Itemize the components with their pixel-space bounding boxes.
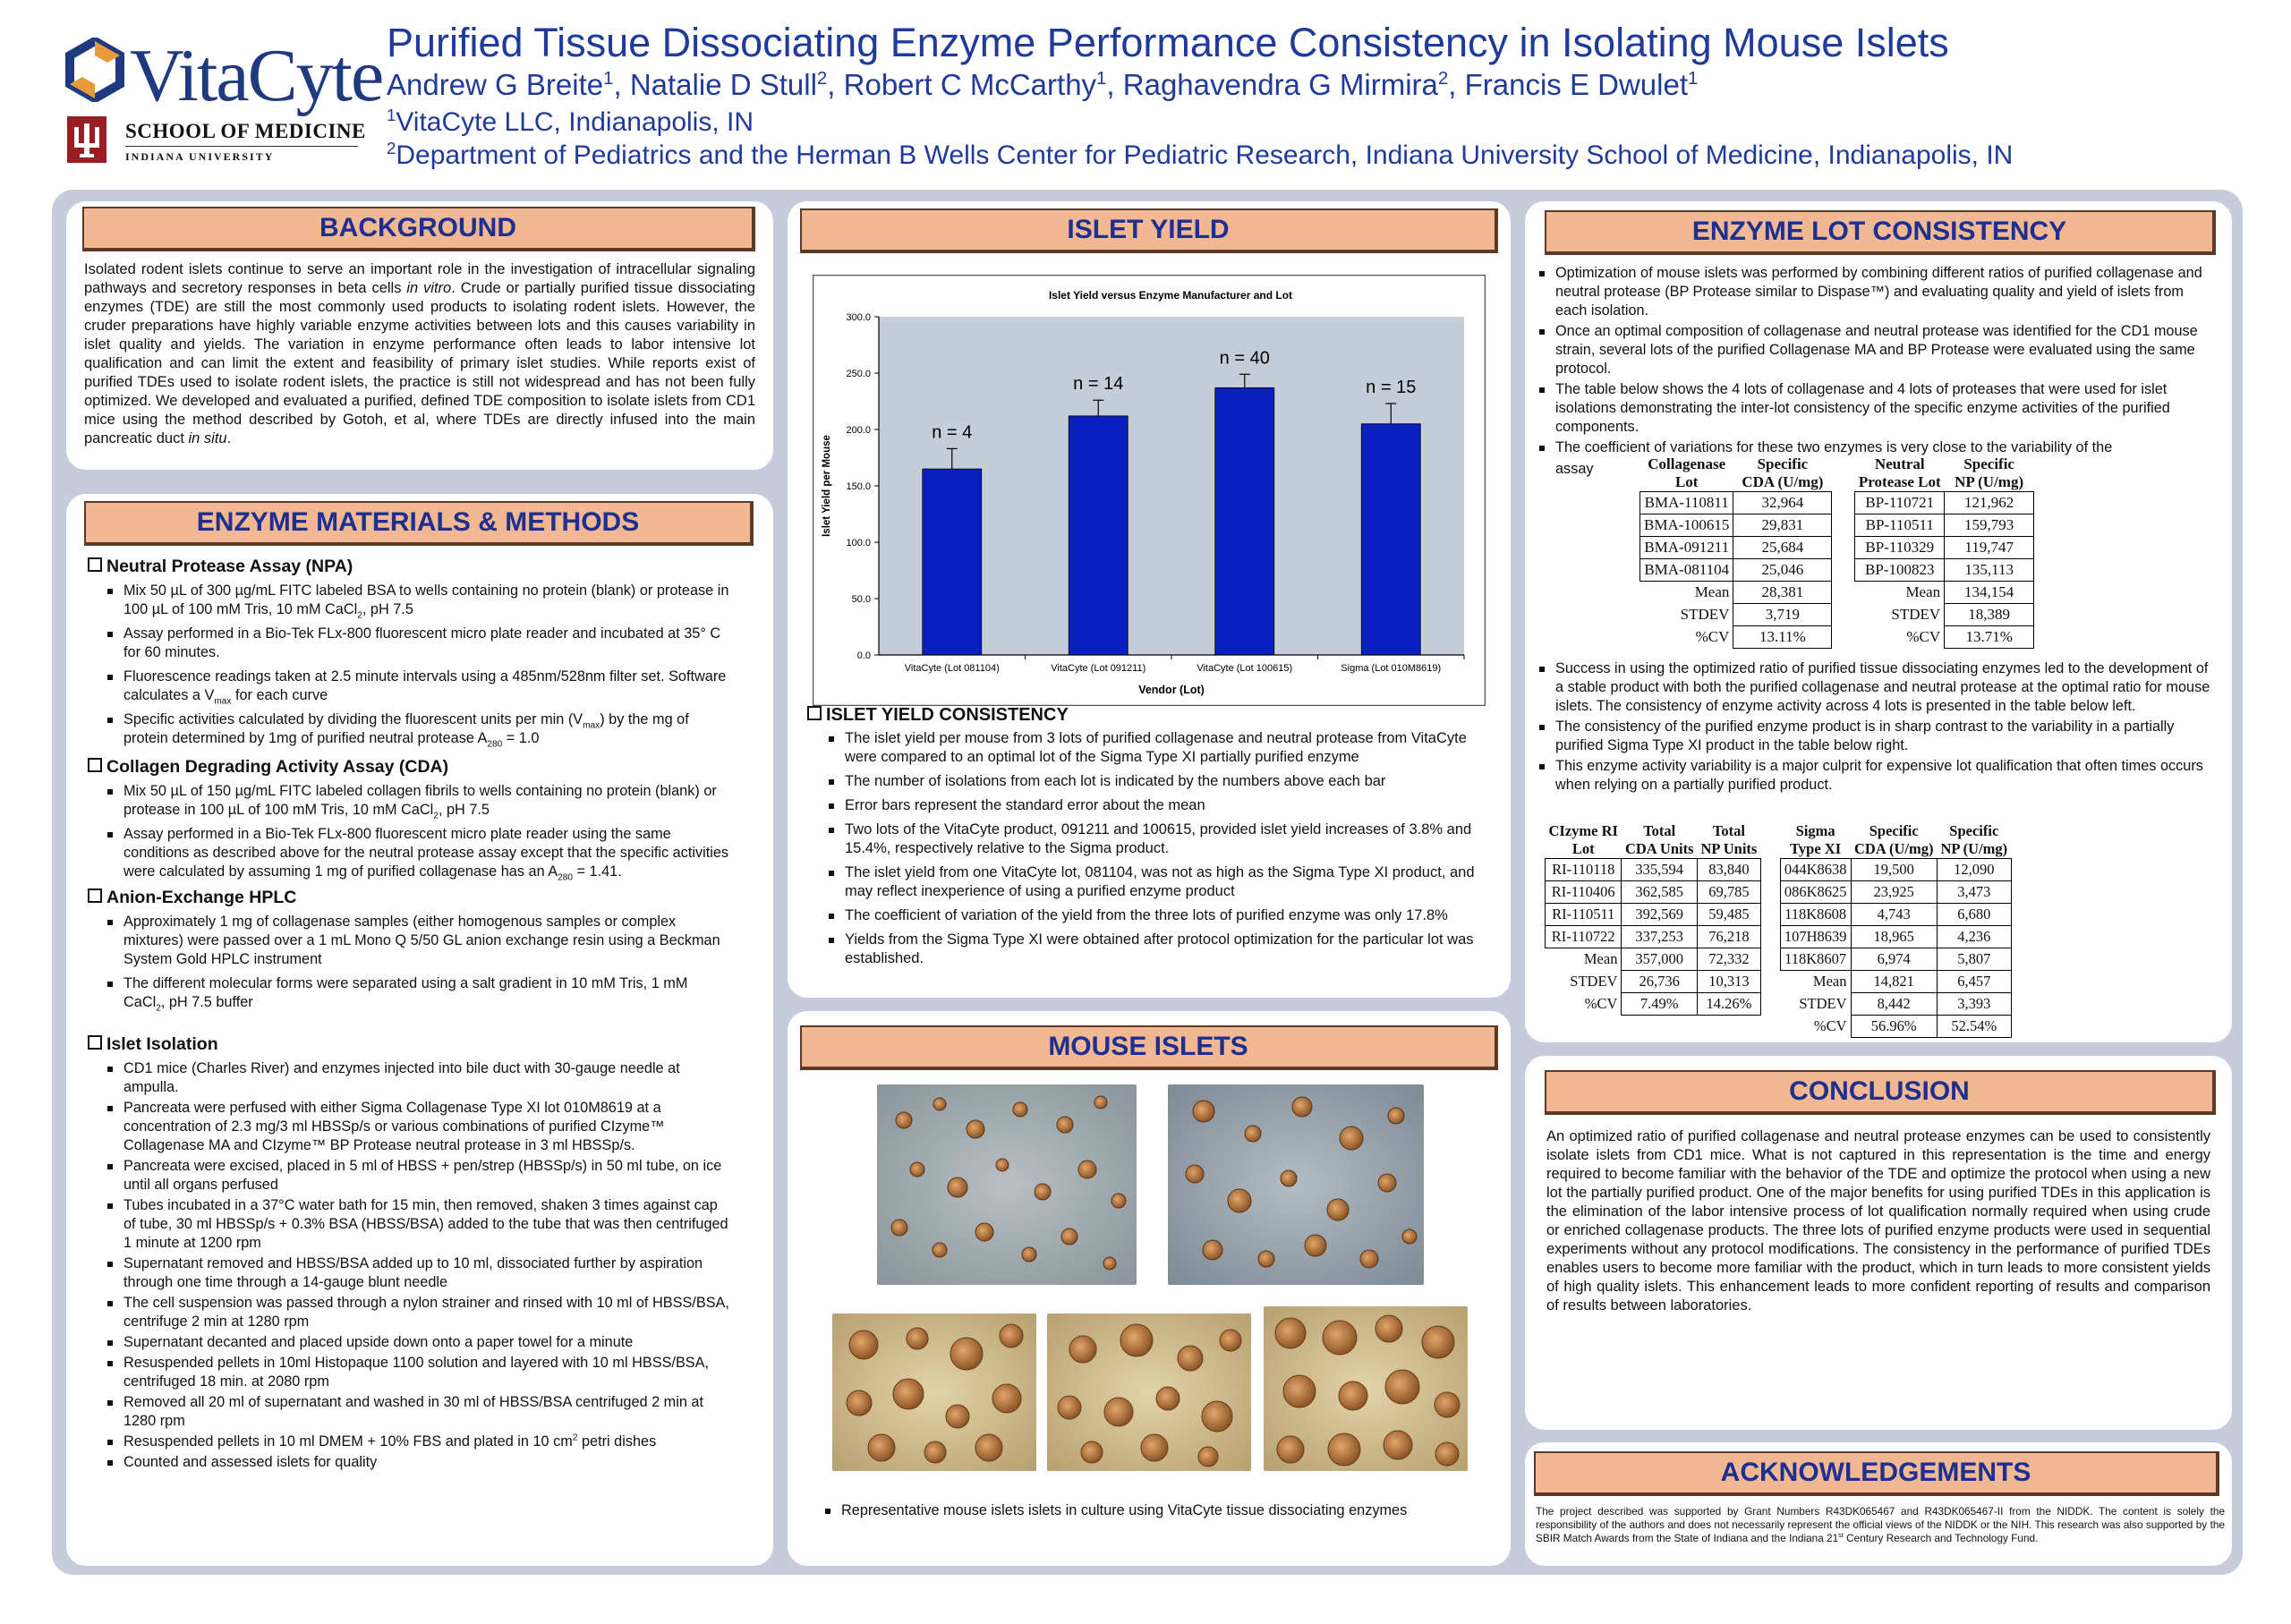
th-text: Specific: [1757, 455, 1809, 472]
li-text: Resuspended pellets in 10 ml DMEM + 10% FBS and plated in 10 cm: [123, 1433, 573, 1450]
ack-sup: st: [1838, 1531, 1844, 1540]
table-row: [1546, 881, 2012, 904]
stat-label: STDEV: [1799, 995, 1847, 1012]
list-item: [106, 1433, 732, 1451]
stat-label: STDEV: [1570, 973, 1618, 990]
table-row: [1640, 537, 2034, 559]
th-text: Specific: [1949, 822, 1999, 839]
list-item: Resuspended pellets in 10ml Histopaque 1100 solution and layered with 10 ml HBSS/BSA, centrifuged 18 min. at 2080 rpm: [106, 1354, 732, 1391]
list-item: The table below shows the 4 lots of collagenase and 4 lots of proteases that were used for islet isolations demonstrating the inter-lot consistency of the specific enzyme activities of the purified components.: [1537, 380, 2218, 437]
stats-row: [1640, 626, 2034, 649]
table-cell: 392,569: [1622, 904, 1698, 926]
x-tick-label: VitaCyte (Lot 100615): [1197, 663, 1293, 674]
aff-sup: 2: [387, 139, 396, 157]
table-cell: 8,442: [1851, 993, 1937, 1016]
table-cell: 69,785: [1698, 881, 1761, 904]
spacer-cell: [1832, 559, 1855, 582]
npa-list: [106, 582, 732, 753]
table-cell: 118K8607: [1780, 948, 1851, 971]
mouse-islets-heading: MOUSE ISLETS: [800, 1025, 1498, 1070]
affiliation-2: [387, 140, 2013, 171]
affiliation-1: [387, 107, 754, 138]
table-row: [1546, 971, 2012, 993]
lot-consistency-heading: ENZYME LOT CONSISTENCY: [1545, 210, 2216, 255]
table-cell: BMA-081104: [1640, 559, 1733, 582]
school-subtitle: INDIANA UNIVERSITY: [125, 150, 275, 163]
spacer-cell: [1760, 859, 1780, 881]
methods-panel: [66, 494, 773, 1566]
th-text: Total: [1643, 822, 1676, 839]
table-cell: 25,684: [1733, 537, 1832, 559]
bar: [1069, 416, 1128, 655]
islet-photo-3: [832, 1314, 1036, 1471]
th: [1640, 455, 1733, 492]
spacer-cell: [1760, 1016, 1780, 1038]
table-cell: BMA-110811: [1640, 492, 1733, 514]
table-cell: 337,253: [1622, 926, 1698, 948]
table-cell: 26,736: [1622, 971, 1698, 993]
table-cell: 59,485: [1698, 904, 1761, 926]
table-cell: 6,457: [1937, 971, 2011, 993]
list-item: Removed all 20 ml of supernatant and washed in 30 ml of HBSS/BSA centrifuged 2 min at 1280 rpm: [106, 1393, 732, 1431]
spacer-cell: [1832, 604, 1855, 626]
spacer-cell: [1832, 537, 1855, 559]
list-item: Error bars represent the standard error about the mean: [827, 796, 1489, 815]
li-sub: max: [583, 720, 600, 731]
yield-consistency-list: [827, 729, 1489, 974]
ack-text: [1536, 1505, 2225, 1545]
bg-em-2: in situ: [188, 430, 227, 446]
lot-table-1: [1639, 455, 2034, 649]
table-cell: 72,332: [1698, 948, 1761, 971]
islet-photo-2: [1168, 1084, 1424, 1285]
yield-consistency-title: ISLET YIELD CONSISTENCY: [807, 705, 1069, 726]
li-text: , pH 7.5 buffer: [160, 994, 253, 1010]
background-panel: [66, 201, 773, 470]
li-text: , pH 7.5: [438, 802, 490, 818]
table-cell: 76,218: [1698, 926, 1761, 948]
bg-text-1: Isolated rodent islets continue to serve an important role in the investigation of intracellular signaling pathways and secretory responses in beta cells: [84, 261, 755, 296]
table-cell: 4,743: [1851, 904, 1937, 926]
list-item: [106, 582, 732, 619]
bar-n-label: n = 40: [1219, 348, 1270, 369]
bar: [1361, 424, 1420, 655]
list-item: Tubes incubated in a 37°C water bath for 15 min, then removed, shaken 3 times against cap of tube, 30 ml HBSSp/s + 0.3% BSA (HBSS/BSA) added to the tube that was then centrifuged 1 minute at 1200 rpm: [106, 1196, 732, 1253]
th-text: Lot: [1571, 840, 1595, 857]
th-text: CDA (U/mg): [1742, 473, 1824, 490]
spacer-cell: [1832, 492, 1855, 514]
table-cell: 5,807: [1937, 948, 2011, 971]
th: [1698, 822, 1761, 859]
th-text: Total: [1712, 822, 1745, 839]
table-cell: 134,154: [1945, 582, 2034, 604]
table-cell: RI-110406: [1546, 881, 1622, 904]
li-sub: 2: [357, 610, 362, 621]
table-cell: BP-110329: [1855, 537, 1945, 559]
spacer-cell: [1760, 971, 1780, 993]
stat-label: STDEV: [1891, 606, 1941, 623]
table-cell: 32,964: [1733, 492, 1832, 514]
list-item: This enzyme activity variability is a major culprit for expensive lot qualification that often times occurs when relying on a partially purified product.: [1537, 757, 2218, 795]
th: [1851, 822, 1937, 859]
list-item: CD1 mice (Charles River) and enzymes injected into bile duct with 30-gauge needle at ampulla.: [106, 1059, 732, 1097]
li-text: = 1.0: [502, 730, 540, 746]
table-cell: BP-110721: [1855, 492, 1945, 514]
islet-photo-5: [1264, 1306, 1468, 1471]
th-text: Type XI: [1790, 840, 1842, 857]
th: [1622, 822, 1698, 859]
list-item: [106, 667, 732, 705]
table-cell: 13.11%: [1733, 626, 1832, 649]
table-cell: 83,840: [1698, 859, 1761, 881]
table-cell: BP-110511: [1855, 514, 1945, 537]
x-tick-label: VitaCyte (Lot 091211): [1051, 663, 1146, 674]
conclusion-panel: [1525, 1056, 2232, 1430]
table-cell: 3,393: [1937, 993, 2011, 1016]
table-cell: 335,594: [1622, 859, 1698, 881]
authors-line: Andrew G Breite$^1$, Natalie D Stull$^2$, Robert C McCarthy$^1$, Raghavendra G Mirmira$^2$, Francis E Dwulet$^1$: [387, 68, 1699, 101]
th-spacer: [1760, 822, 1780, 859]
mouse-islets-panel: [788, 1011, 1511, 1566]
th-text: NP (U/mg): [1940, 840, 2008, 857]
lot-bullets-top: [1537, 264, 2218, 459]
author: Robert C McCarthy: [843, 68, 1097, 101]
table-cell: 19,500: [1851, 859, 1937, 881]
y-tick-label: 150.0: [846, 481, 871, 492]
stat-label: %CV: [1584, 995, 1618, 1012]
y-tick-label: 100.0: [846, 538, 871, 548]
bar-n-label: n = 14: [1073, 374, 1124, 395]
table-cell: 10,313: [1698, 971, 1761, 993]
list-item: Assay performed in a Bio-Tek FLx-800 fluorescent micro plate reader and incubated at 35° C for 60 minutes.: [106, 625, 732, 662]
li-text: Mix 50 µL of 300 µg/mL FITC labeled BSA to wells containing no protein (blank) or protease in 100 µL of 100 mM Tris, 10 mM CaCl: [123, 582, 729, 617]
table-cell: 52.54%: [1937, 1016, 2011, 1038]
li-text: The different molecular forms were separated using a salt gradient in 10 mM Tris, 1 mM CaCl: [123, 975, 688, 1010]
table-cell: 12,090: [1937, 859, 2011, 881]
lot-bullets-mid: [1537, 659, 2218, 796]
table-row: [1546, 948, 2012, 971]
th-text: NP Units: [1700, 840, 1758, 857]
table-cell: 14,821: [1851, 971, 1937, 993]
li-sub: 280: [558, 872, 573, 883]
list-item: Representative mouse islets islets in culture using VitaCyte tissue dissociating enzymes: [823, 1501, 1486, 1520]
y-tick-label: 0.0: [856, 650, 871, 661]
stat-label: Mean: [1905, 583, 1941, 601]
table-cell: 086K8625: [1780, 881, 1851, 904]
iu-school-logo: [67, 116, 371, 170]
author: Natalie D Stull: [629, 68, 817, 101]
spacer-cell: [1760, 881, 1780, 904]
lot-table-2: [1545, 822, 2012, 1038]
hplc-list: [106, 913, 732, 1017]
spacer-cell: [1760, 904, 1780, 926]
background-heading: BACKGROUND: [82, 207, 755, 251]
th-text: CDA (U/mg): [1854, 840, 1934, 857]
li-sub: 2: [433, 811, 439, 821]
table-cell: 6,680: [1937, 904, 2011, 926]
isolation-list: [106, 1059, 732, 1474]
list-item: Approximately 1 mg of collagenase samples (either homogenous samples or complex mixtures) were passed over a 1 mL Mono Q 5/50 GL anion exchange resin using a Beckman System Gold HPLC instrument: [106, 913, 732, 969]
chart-title: Islet Yield versus Enzyme Manufacturer and Lot: [1048, 289, 1293, 302]
list-item: Success in using the optimized ratio of purified tissue dissociating enzymes led to the development of a stable product with both the purified collagenase and neutral protease at the optimal ratio for mouse islets. The consistency of enzyme activity across 4 lots is presented in the table below left.: [1537, 659, 2218, 716]
table-row: [1640, 492, 2034, 514]
blank-cell: [1546, 1016, 1622, 1038]
stat-label: Mean: [1694, 583, 1730, 601]
y-tick-label: 200.0: [846, 425, 871, 436]
table-cell: 56.96%: [1851, 1016, 1937, 1038]
logo-text: VitaCyte: [130, 34, 383, 117]
bar: [923, 469, 982, 655]
author-sup: 1: [1096, 68, 1107, 89]
author: Andrew G Breite: [387, 68, 604, 101]
li-sup: 2: [572, 1433, 578, 1443]
th-text: Specific: [1869, 822, 1919, 839]
author: Francis E Dwulet: [1464, 68, 1689, 101]
list-item: The coefficient of variations for these two enzymes is very close to the variability of the: [1537, 438, 2218, 457]
aff-text: VitaCyte LLC, Indianapolis, IN: [396, 107, 754, 137]
list-item: [106, 782, 732, 820]
isolation-title: Islet Isolation: [88, 1034, 218, 1055]
author-sup: 1: [603, 68, 614, 89]
list-item: The number of isolations from each lot is indicated by the numbers above each bar: [827, 772, 1489, 791]
bg-em-1: in vitro: [406, 280, 452, 296]
table-row: [1546, 904, 2012, 926]
spacer-cell: [1760, 948, 1780, 971]
list-item: Optimization of mouse islets was performed by combining different ratios of purified collagenase and neutral protease (BP Protease similar to Dispase™) and evaluating quality and yield of islets from each isolation.: [1537, 264, 2218, 320]
table-cell: RI-110511: [1546, 904, 1622, 926]
li-text: = 1.41.: [572, 863, 622, 880]
table-cell: 159,793: [1945, 514, 2034, 537]
bar: [1215, 387, 1274, 655]
table-cell: BMA-100615: [1640, 514, 1733, 537]
stat-label: Mean: [1812, 973, 1847, 991]
table-cell: RI-110118: [1546, 859, 1622, 881]
poster-header: [0, 0, 2291, 183]
spacer-cell: [1832, 514, 1855, 537]
bg-text-3: .: [226, 430, 232, 446]
li-sub: 280: [487, 739, 503, 750]
spacer-cell: [1760, 993, 1780, 1016]
hplc-title: Anion-Exchange HPLC: [88, 888, 296, 908]
th-text: Lot: [1674, 473, 1699, 490]
aff-sup: 1: [387, 106, 396, 124]
list-item: Yields from the Sigma Type XI were obtained after protocol optimization for the particular lot was established.: [827, 931, 1489, 968]
th-text: CIzyme RI: [1548, 822, 1618, 839]
table-cell: 14.26%: [1698, 993, 1761, 1016]
table-cell: 29,831: [1733, 514, 1832, 537]
li-sub: 2: [156, 1003, 161, 1014]
islet-photo-1: [877, 1084, 1137, 1285]
stats-row: [1640, 604, 2034, 626]
table-row: [1546, 1016, 2012, 1038]
th-text: Collagenase: [1648, 455, 1726, 472]
conclusion-text: An optimized ratio of purified collagenase and neutral protease enzymes can be used to consistently isolate islets from CD1 mice. What is not captured in this representation is the time and energy required to become familiar with the behavior of the TDE and optimize the protocol when using a new lot the partially purified product. One of the major benefits for using purified TDEs in this application is the elimination of the labor intensive process of lot qualification normally required when using crude or enriched collagenase products. The three lots of purified enzyme products were used in sequential experiments without any protocol modifications. The consistency in the performance of purified TDEs enables users to become more familiar with the product, which in turn leads to more consistent yields of high quality islets. This enhancement leads to more confident reporting of results and comparison of results between laboratories.: [1546, 1128, 2210, 1314]
background-text: [84, 260, 755, 448]
list-item: The consistency of the purified enzyme product is in sharp contrast to the variability in a partially purified Sigma Type XI product in the table below right.: [1537, 718, 2218, 755]
th-text: Specific: [1963, 455, 2014, 472]
aff-text: Department of Pediatrics and the Herman B Wells Center for Pediatric Research, Indiana University School of Medicine, Indianapolis, IN: [396, 140, 2014, 170]
th: [1945, 455, 2034, 492]
list-item: The coefficient of variation of the yield from the three lots of purified enzyme was only 17.8%: [827, 906, 1489, 925]
author-sup: 2: [816, 68, 828, 89]
table-cell: 107H8639: [1780, 926, 1851, 948]
table-cell: 357,000: [1622, 948, 1698, 971]
table-cell: 3,719: [1733, 604, 1832, 626]
npa-title: Neutral Protease Assay (NPA): [88, 557, 353, 577]
th-text: Protease Lot: [1858, 473, 1941, 490]
table-cell: 18,965: [1851, 926, 1937, 948]
y-tick-label: 50.0: [851, 594, 871, 605]
cda-title: Collagen Degrading Activity Assay (CDA): [88, 757, 448, 778]
table-cell: 118K8608: [1780, 904, 1851, 926]
islet-yield-chart: [813, 275, 1486, 706]
li-sub: max: [214, 696, 232, 707]
table-cell: 23,925: [1851, 881, 1937, 904]
list-item: The islet yield from one VitaCyte lot, 081104, was not as high as the Sigma Type XI product, and may reflect inexperience of using a purified enzyme product: [827, 863, 1489, 901]
li-text: Specific activities calculated by dividing the fluorescent units per min (V: [123, 711, 583, 727]
y-axis-label: Islet Yield per Mouse: [822, 435, 832, 537]
table-cell: BP-100823: [1855, 559, 1945, 582]
table-header-row: [1546, 822, 2012, 859]
x-tick-label: VitaCyte (Lot 081104): [904, 663, 1000, 674]
li-text: Assay performed in a Bio-Tek FLx-800 fluorescent micro plate reader using the same conditions as described above for the neutral protease assay except that the specific activities were calculated by assuming 1 mg of purified collagenase has an A: [123, 826, 729, 880]
iu-trident-icon: [67, 116, 106, 163]
list-item: Two lots of the VitaCyte product, 091211 and 100615, provided islet yield increases of 3.8% and 15.4%, respectively relative to the Sigma product.: [827, 821, 1489, 858]
methods-heading: ENZYME MATERIALS & METHODS: [84, 501, 754, 546]
ack-text-2: Century Research and Technology Fund.: [1843, 1532, 2039, 1544]
table-header-row: [1640, 455, 2034, 492]
stat-label: %CV: [1813, 1017, 1847, 1034]
table-row: [1546, 993, 2012, 1016]
table-cell: RI-110722: [1546, 926, 1622, 948]
th: [1780, 822, 1851, 859]
blank-cell: [1622, 1016, 1698, 1038]
li-text: Mix 50 µL of 150 µg/mL FITC labeled collagen fibrils to wells containing no protein (blank) or protease in 100 µL of 100 mM Tris, 10 mM CaCl: [123, 783, 717, 818]
islet-photo-4: [1047, 1314, 1251, 1471]
spacer-cell: [1832, 582, 1855, 604]
li-text: , pH 7.5: [362, 601, 413, 617]
table-cell: 13.71%: [1945, 626, 2034, 649]
bar-n-label: n = 4: [932, 422, 973, 443]
y-tick-label: 300.0: [846, 312, 871, 323]
th: [1855, 455, 1945, 492]
lot-consistency-panel: [1525, 201, 2232, 1042]
conclusion-heading: CONCLUSION: [1545, 1070, 2216, 1115]
stat-label: %CV: [1695, 628, 1730, 645]
table-cell: 044K8638: [1780, 859, 1851, 881]
table-cell: 362,585: [1622, 881, 1698, 904]
list-item: Pancreata were perfused with either Sigma Collagenase Type XI lot 010M8619 at a concentration of 2.3 mg/3 ml HBSSp/s or various combinations of purified CIzyme™ Collagenase MA and CIzyme™ BP Protease neutral protease in 3 ml HBSSp/s.: [106, 1099, 732, 1155]
table-cell: BMA-091211: [1640, 537, 1733, 559]
stat-label: STDEV: [1680, 606, 1730, 623]
stats-row: [1640, 582, 2034, 604]
author-sup: 1: [1688, 68, 1699, 89]
list-item: Supernatant decanted and placed upside down onto a paper towel for a minute: [106, 1333, 732, 1352]
th-text: NP (U/mg): [1955, 473, 2024, 490]
li-text: for each curve: [231, 687, 328, 703]
spacer-cell: [1832, 626, 1855, 649]
list-item: Counted and assessed islets for quality: [106, 1453, 732, 1472]
y-tick-label: 250.0: [846, 369, 871, 379]
x-tick-label: Sigma (Lot 010M8619): [1341, 663, 1442, 674]
spacer-cell: [1760, 926, 1780, 948]
table-cell: 135,113: [1945, 559, 2034, 582]
ack-heading: ACKNOWLEDGEMENTS: [1534, 1451, 2219, 1496]
table-cell: 25,046: [1733, 559, 1832, 582]
cda-list: [106, 782, 732, 887]
table-cell: 119,747: [1945, 537, 2034, 559]
table-cell: 28,381: [1733, 582, 1832, 604]
table-cell: 3,473: [1937, 881, 2011, 904]
school-name: SCHOOL OF MEDICINE: [125, 120, 366, 142]
th-text: CDA Units: [1624, 840, 1694, 857]
author-sup: 2: [1437, 68, 1449, 89]
table-cell: 18,389: [1945, 604, 2034, 626]
li-text: Fluorescence readings taken at 2.5 minute intervals using a 485nm/528nm filter set. Software calculates a V: [123, 668, 727, 703]
th-text: Sigma: [1795, 822, 1835, 839]
list-item: [106, 974, 732, 1012]
table-row: [1640, 514, 2034, 537]
list-item: [106, 710, 732, 748]
th: [1937, 822, 2011, 859]
th-text: Neutral: [1874, 455, 1925, 472]
poster-title: Purified Tissue Dissociating Enzyme Performance Consistency in Isolating Mouse Islets: [387, 20, 1949, 65]
mouse-islets-caption: [823, 1501, 1486, 1526]
list-item: The islet yield per mouse from 3 lots of purified collagenase and neutral protease from VitaCyte were compared to an optimal lot of the Sigma Type XI partially purified enzyme: [827, 729, 1489, 767]
list-item: Once an optimal composition of collagenase and neutral protease was identified for the CD1 mouse strain, several lots of the purified Collagenase MA and BP Protease were evaluated using the same protocol.: [1537, 322, 2218, 378]
vitacyte-logo: [63, 27, 383, 117]
list-item: [106, 825, 732, 881]
islet-yield-panel: [788, 201, 1511, 998]
table-row: [1546, 859, 2012, 881]
table-row: [1546, 926, 2012, 948]
table-cell: 6,974: [1851, 948, 1937, 971]
list-item: Pancreata were excised, placed in 5 ml of HBSS + pen/strep (HBSSp/s) in 50 ml tube, on ice until all organs perfused: [106, 1157, 732, 1195]
bg-text-2: . Crude or partially purified tissue dissociating enzymes (TDE) are still the most commonly used products to isolating rodent islets. However, the cruder preparations have highly variable enzyme activities between lots and this causes variability in islet quality and yields. The variation in enzyme performance often leads to labor intensive lot qualification and can limit the extent and feasibility of primary islet studies. While reports exist of purified TDEs used to isolate rodent islets, the practice is still not widespread and has not been fully optimized. We developed and evaluated a purified, defined TDE composition to isolate islets from CD1 mice using the method described by Gotoh, et al, where TDEs are directly infused into the main pancreatic duct: [84, 280, 755, 446]
blank-cell: [1698, 1016, 1761, 1038]
th-spacer: [1832, 455, 1855, 492]
list-item: Supernatant removed and HBSS/BSA added up to 10 ml, dissociated further by aspiration through one time through a 14-gauge blunt needle: [106, 1254, 732, 1292]
table-cell: 121,962: [1945, 492, 2034, 514]
stat-label: %CV: [1906, 628, 1941, 645]
th: [1546, 822, 1622, 859]
hexagon-logo-icon: [63, 38, 127, 102]
table-cell: 7.49%: [1622, 993, 1698, 1016]
assay-word: assay: [1555, 461, 1594, 477]
li-text: petri dishes: [577, 1433, 657, 1450]
table-cell: 4,236: [1937, 926, 2011, 948]
list-item: The cell suspension was passed through a nylon strainer and rinsed with 10 ml of HBSS/BSA, centrifuge 2 min at 1280 rpm: [106, 1294, 732, 1331]
bar-n-label: n = 15: [1366, 378, 1417, 398]
author: Raghavendra G Mirmira: [1122, 68, 1438, 101]
table-row: [1640, 559, 2034, 582]
li-text: ) by the mg of protein determined by 1mg of purified neutral protease A: [123, 711, 689, 746]
school-rule: [125, 146, 358, 147]
x-axis-label: Vendor (Lot): [1138, 684, 1205, 696]
islet-yield-heading: ISLET YIELD: [800, 208, 1498, 253]
stat-label: Mean: [1583, 950, 1618, 968]
ack-text-1: The project described was supported by Grant Numbers R43DK065467 and R43DK065467-II from the NIDDK. The content is solely the responsibility of the authors and does not necessarily represent the official views of the NIDDK or the NIH. This research was also supported by the SBIR Match Awards from the State of Indiana and the Indiana 21: [1536, 1505, 2225, 1544]
ack-panel: [1525, 1442, 2232, 1566]
th: [1733, 455, 1832, 492]
